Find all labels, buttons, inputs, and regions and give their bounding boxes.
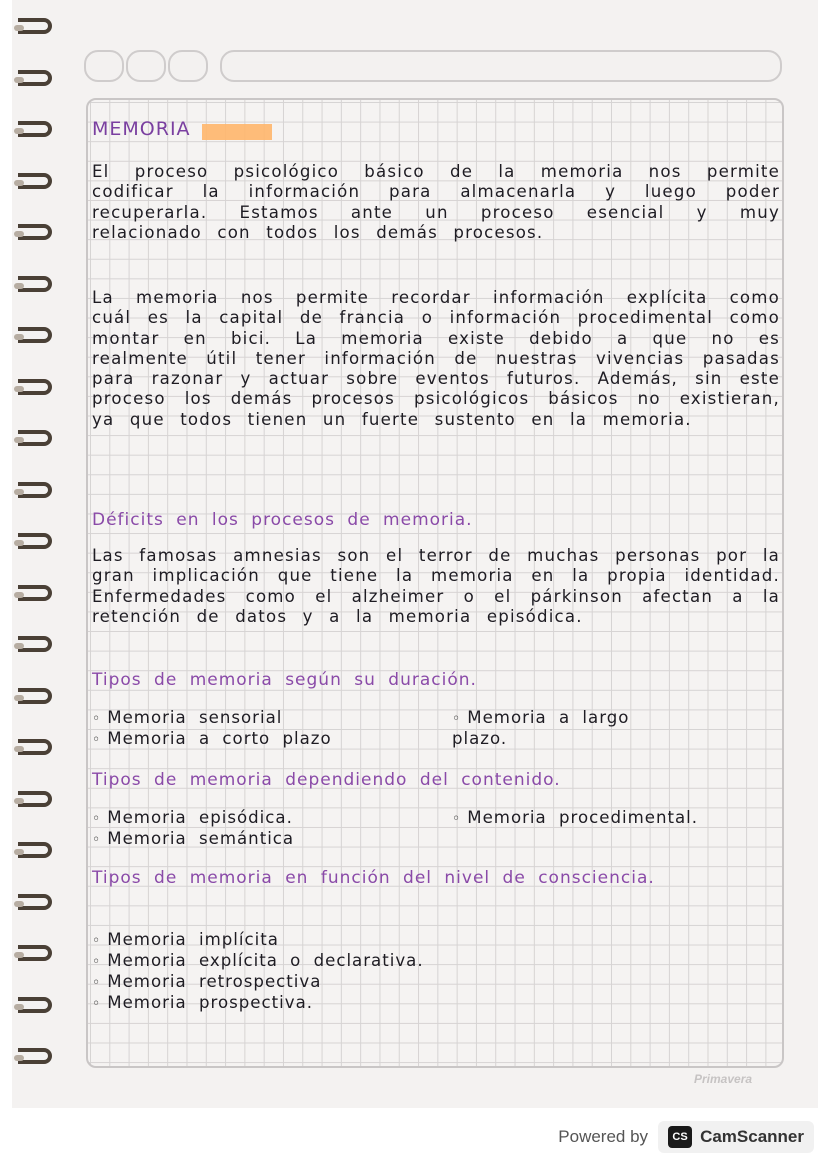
heading-deficits: Déficits en los procesos de memoria. [92,510,473,530]
spiral-ring [18,1048,52,1064]
list-contenido-left [92,808,294,850]
list-item: ◦ Memoria implícita [92,930,424,951]
camscanner-name: CamScanner [700,1127,804,1146]
spiral-ring [18,379,52,395]
spiral-ring [18,70,52,86]
scanner-footer [558,1121,814,1153]
list-item: ◦ Memoria prospectiva. [92,993,424,1014]
header-boxes [84,50,784,84]
spiral-ring [18,894,52,910]
camscanner-badge[interactable] [658,1121,814,1153]
list-consciencia [92,930,424,1014]
spiral-ring [18,224,52,240]
powered-by-label: Powered by [558,1127,649,1146]
paragraph-2: La memoria nos permite recordar información explícita como cuál es la capital de francia o información procedimental como montar en bici. La memoria existe debido a que no es realmente útil tener información de nuestras vivencias pasadas para razonar y actuar sobre eventos futuros. Además, sin este proceso los demás procesos psicológicos básicos no existieran, ya que todos tienen un fuerte sustento en la memoria. [92,288,780,429]
spiral-binding [12,18,60,1088]
list-duracion-left [92,708,332,750]
heading-consciencia: Tipos de memoria en función del nivel de consciencia. [92,868,655,888]
notebook-brand-logo: Primavera [694,1072,753,1086]
spiral-ring [18,18,52,34]
list-item: ◦ Memoria sensorial [92,708,332,729]
list-contenido-right [452,808,698,829]
list-item: ◦ Memoria explícita o declarativa. [92,951,424,972]
title-highlight [202,124,272,140]
header-box-3 [168,50,208,82]
list-item: ◦ Memoria semántica [92,829,294,850]
spiral-ring [18,688,52,704]
spiral-ring [18,636,52,652]
spiral-ring [18,842,52,858]
paragraph-1: El proceso psicológico básico de la memoria nos permite codificar la información para almacenarla y luego poder recuperarla. Estamos ante un proceso esencial y muy relacionado con todos los demás procesos. [92,162,780,242]
header-box-1 [84,50,124,82]
spiral-ring [18,997,52,1013]
spiral-ring [18,327,52,343]
paragraph-3: Las famosas amnesias son el terror de muchas personas por la gran implicación que tiene la memoria en la propia identidad. Enfermedades como el alzheimer o el párkinson afectan a la retención de datos y a la memoria episódica. [92,546,780,626]
spiral-ring [18,482,52,498]
spiral-ring [18,791,52,807]
spiral-ring [18,585,52,601]
spiral-ring [18,276,52,292]
header-title-box [220,50,782,82]
spiral-ring [18,430,52,446]
list-item: ◦ Memoria a corto plazo [92,729,332,750]
camscanner-logo-icon: CS [668,1126,692,1148]
list-item: ◦ Memoria episódica. [92,808,294,829]
heading-duracion: Tipos de memoria según su duración. [92,670,477,690]
spiral-ring [18,739,52,755]
list-item: ◦ Memoria a largo plazo. [452,708,692,749]
list-item: ◦ Memoria procedimental. [452,808,698,829]
heading-contenido: Tipos de memoria dependiendo del contenido. [92,770,561,790]
spiral-ring [18,173,52,189]
spiral-ring [18,945,52,961]
page-title: MEMORIA [92,118,191,140]
header-box-2 [126,50,166,82]
list-item: ◦ Memoria retrospectiva [92,972,424,993]
spiral-ring [18,533,52,549]
spiral-ring [18,121,52,137]
list-duracion-right [452,708,692,749]
